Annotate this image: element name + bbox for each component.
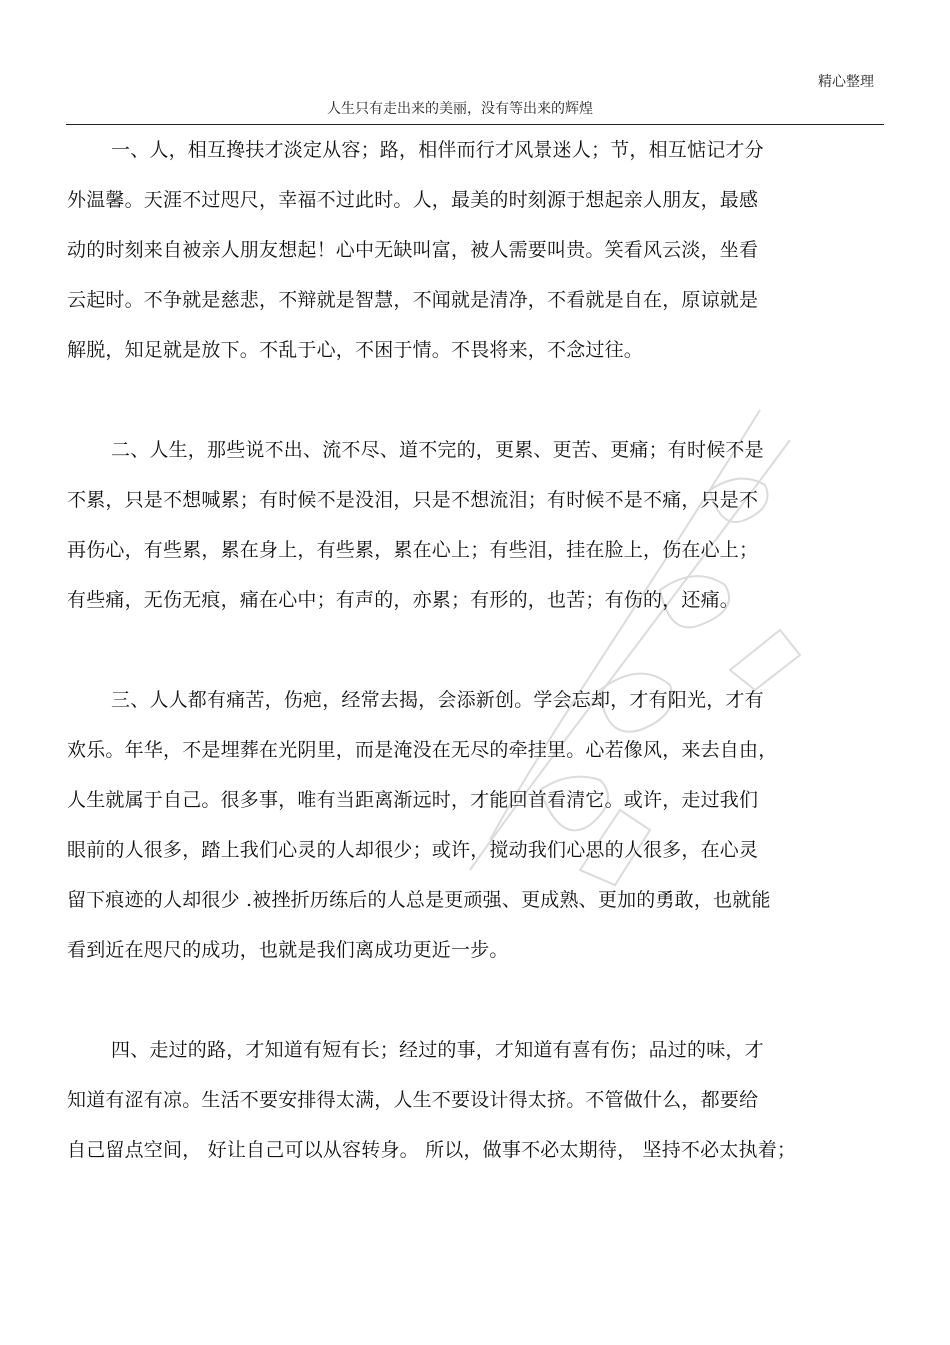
text-line: 留下痕迹的人却很少 .被挫折历练后的人总是更顽强、更成熟、更加的勇敢，也就能 (67, 889, 771, 911)
text-line: 云起时。不争就是慈悲，不辩就是智慧，不闻就是清净，不看就是自在，原谅就是 (67, 289, 759, 311)
text-line: 知道有涩有凉。生活不要安排得太满，人生不要设计得太挤。不管做什么，都要给 (67, 1089, 759, 1111)
text-line: 外温馨。天涯不过咫尺，幸福不过此时。人，最美的时刻源于想起亲人朋友，最感 (67, 189, 759, 211)
text-line: 人生就属于自己。很多事，唯有当距离渐远时，才能回首看清它。或许，走过我们 (67, 789, 759, 811)
text-line: 看到近在咫尺的成功，也就是我们离成功更近一步。 (67, 939, 509, 961)
text-line: 眼前的人很多，踏上我们心灵的人却很少；或许，搅动我们心思的人很多，在心灵 (67, 839, 759, 861)
paragraph-4 (67, 1034, 867, 1184)
document-body (67, 134, 867, 1234)
text-line: 二、人生，那些说不出、流不尽、道不完的，更累、更苦、更痛；有时候不是 (111, 439, 764, 461)
paragraph-2 (67, 434, 867, 634)
header-title: 人生只有走出来的美丽，没有等出来的辉煌 (327, 101, 593, 117)
text-line: 一、人，相互搀扶才淡定从容；路，相伴而行才风景迷人；节，相互惦记才分 (111, 139, 764, 161)
text-line: 有些痛，无伤无痕，痛在心中；有声的，亦累；有形的，也苦；有伤的，还痛。 (67, 589, 740, 611)
text-line: 再伤心，有些累，累在身上，有些累，累在心上；有些泪，挂在脸上，伤在心上； (67, 539, 759, 561)
text-line: 动的时刻来自被亲人朋友想起！心中无缺叫富，被人需要叫贵。笑看风云淡，坐看 (67, 239, 759, 261)
paragraph-3 (67, 684, 867, 984)
paragraph-1 (67, 134, 867, 384)
header-corner-label: 精心整理 (818, 74, 874, 90)
text-line: 欢乐。年华，不是埋葬在光阴里，而是淹没在无尽的牵挂里。心若像风，来去自由， (67, 739, 778, 761)
header-rule (66, 124, 884, 125)
text-line: 三、人人都有痛苦，伤疤，经常去揭，会添新创。学会忘却，才有阳光，才有 (111, 689, 764, 711)
text-line: 解脱，知足就是放下。不乱于心，不困于情。不畏将来，不念过往。 (67, 339, 644, 361)
text-line: 四、走过的路，才知道有短有长；经过的事，才知道有喜有伤；品过的味，才 (111, 1039, 764, 1061)
text-line: 不累，只是不想喊累；有时候不是没泪，只是不想流泪；有时候不是不痛，只是不 (67, 489, 759, 511)
text-line: 自己留点空间， 好让自己可以从容转身。 所以，做事不必太期待， 坚持不必太执着； (67, 1139, 797, 1161)
